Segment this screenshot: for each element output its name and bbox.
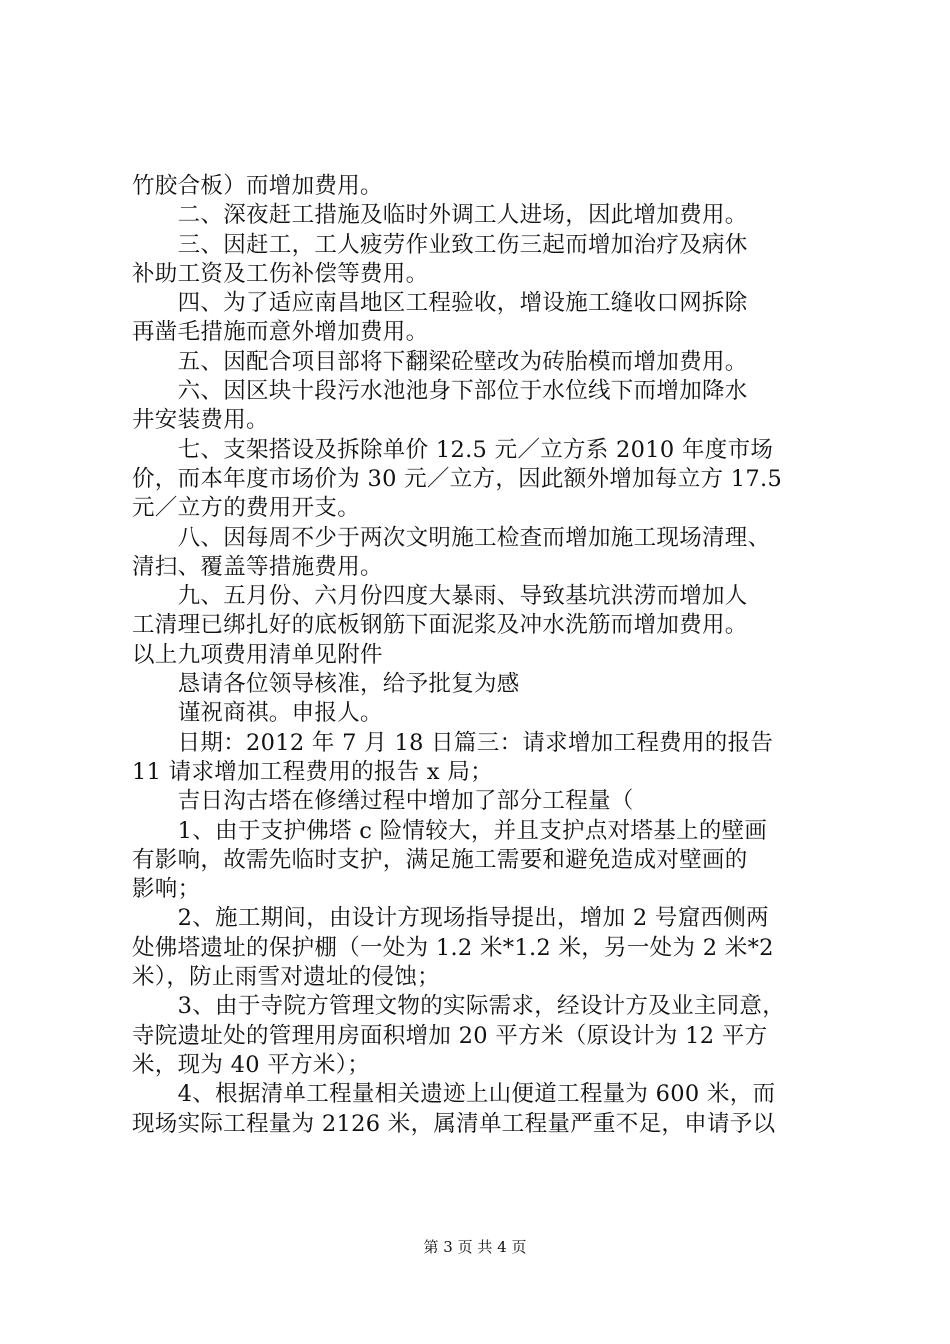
text-line: 以上九项费用清单见附件	[132, 641, 383, 668]
text-line: 六、因区块十段污水池池身下部位于水位线下而增加降水	[132, 378, 748, 405]
text-line: 影响；	[132, 876, 201, 903]
text-line: 元／立方的费用开支。	[132, 495, 361, 522]
text-line: 二、深夜赶工措施及临时外调工人进场，因此增加费用。	[132, 202, 748, 229]
text-line: 米），防止雨雪对遗址的侵蚀；	[132, 964, 440, 991]
text-line: 1、由于支护佛塔 c 险情较大，并且支护点对塔基上的壁画	[132, 817, 768, 844]
text-line: 日期：2012 年 7 月 18 日篇三：请求增加工程费用的报告	[132, 729, 774, 756]
text-line: 处佛塔遗址的保护棚（一处为 1.2 米*1.2 米，另一处为 2 米*2	[132, 934, 774, 961]
text-line: 五、因配合项目部将下翻梁砼壁改为砖胎模而增加费用。	[132, 348, 748, 375]
text-line: 恳请各位领导核准，给予批复为感	[132, 671, 520, 698]
text-line: 工清理已绑扎好的底板钢筋下面泥浆及冲水洗筋而增加费用。	[132, 612, 748, 639]
text-line: 九、五月份、六月份四度大暴雨、导致基坑洪涝而增加人	[132, 583, 748, 610]
text-line: 清扫、覆盖等措施费用。	[132, 553, 383, 580]
page-number-footer: 第 3 页 共 4 页	[423, 1238, 527, 1256]
text-line: 价，而本年度市场价为 30 元／立方，因此额外增加每立方 17.5	[132, 465, 783, 492]
text-line: 八、因每周不少于两次文明施工检查而增加施工现场清理、	[132, 524, 771, 551]
text-line: 井安装费用。	[132, 407, 269, 434]
text-line: 四、为了适应南昌地区工程验收，增设施工缝收口网拆除	[132, 290, 748, 317]
text-line: 三、因赶工，工人疲劳作业致工伤三起而增加治疗及病休	[132, 231, 748, 258]
text-line: 11 请求增加工程费用的报告 x 局；	[132, 758, 493, 785]
text-line: 吉日沟古塔在修缮过程中增加了部分工程量（	[132, 788, 634, 815]
document-body	[132, 172, 832, 1139]
text-line: 再凿毛措施而意外增加费用。	[132, 319, 429, 346]
text-line: 补助工资及工伤补偿等费用。	[132, 260, 429, 287]
text-line: 3、由于寺院方管理文物的实际需求，经设计方及业主同意，	[132, 993, 786, 1020]
text-line: 七、支架搭设及拆除单价 12.5 元／立方系 2010 年度市场	[132, 436, 774, 463]
text-line: 竹胶合板）而增加费用。	[132, 173, 383, 199]
text-line: 有影响，故需先临时支护，满足施工需要和避免造成对壁画的	[132, 846, 748, 873]
text-line: 现场实际工程量为 2126 米，属清单工程量严重不足，申请予以	[132, 1110, 776, 1137]
text-line: 2、施工期间，由设计方现场指导提出，增加 2 号窟西侧两	[132, 905, 769, 932]
text-line: 谨祝商祺。申报人。	[132, 700, 383, 727]
text-line: 4、根据清单工程量相关遗迹上山便道工程量为 600 米，而	[132, 1081, 776, 1108]
text-line: 米，现为 40 平方米）；	[132, 1051, 371, 1078]
text-line: 寺院遗址处的管理用房面积增加 20 平方米（原设计为 12 平方	[132, 1022, 768, 1049]
